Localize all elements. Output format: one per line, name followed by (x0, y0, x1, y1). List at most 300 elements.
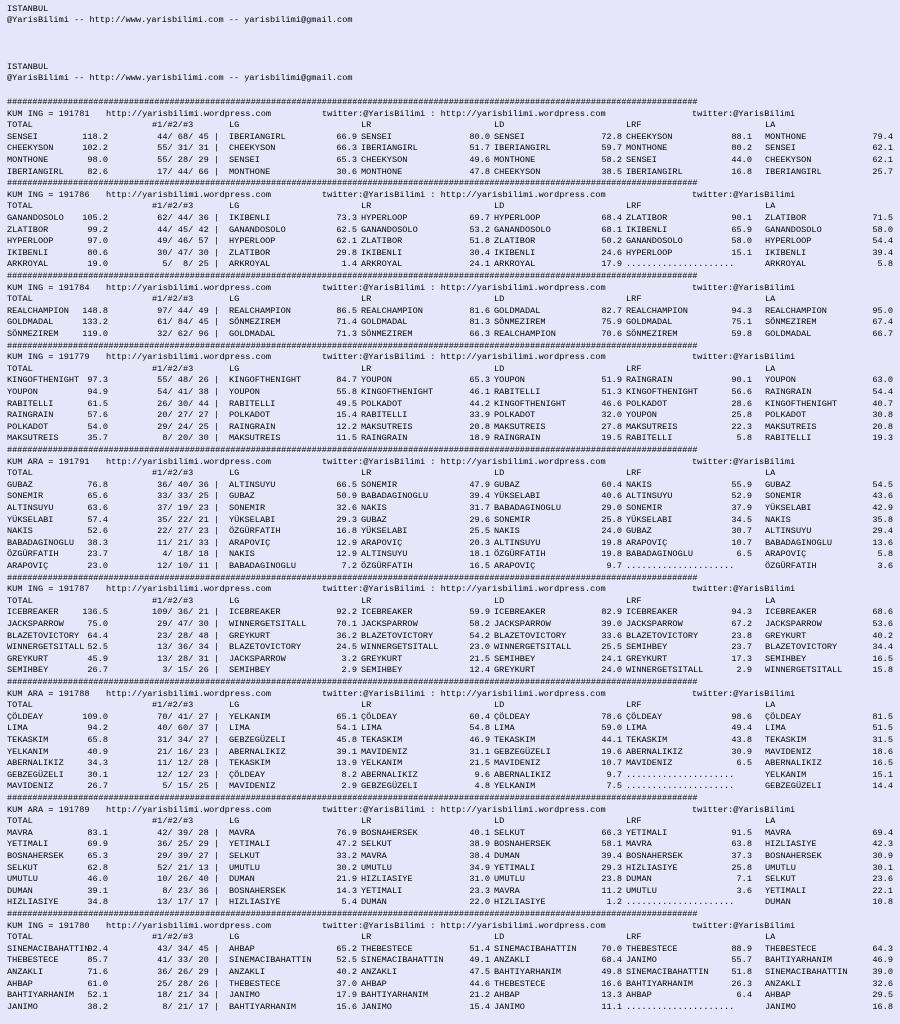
lr-name: GEBZEGÜZELI (361, 781, 418, 792)
placings: 42/ 39/ 28 | (152, 827, 220, 838)
la-value: 64.3 (872, 943, 893, 954)
lrf-value: 30.9 (731, 746, 752, 757)
la-name: SELKUT (765, 874, 796, 885)
la-value: 46.9 (872, 955, 893, 966)
total-score: 94.2 (87, 723, 108, 734)
la-name: ÖZGÜRFATIH (765, 561, 817, 571)
lg-name: JACKSPARROW (229, 653, 286, 664)
lg-name: BOSNAHERSEK (229, 885, 286, 896)
placings: 35/ 22/ 21 | (152, 514, 220, 525)
header-contact-repeat: @YarisBilimi -- http://www.yarisbilimi.com -- yarisbilimi@gmail.com (7, 73, 353, 83)
lg-name: ÖZGÜRFATIH (229, 526, 281, 537)
lg-name: ANZAKLI (229, 967, 266, 977)
horse-name: POLKADOT (7, 421, 49, 432)
table-row (0, 607, 900, 619)
total-score: 61.5 (87, 398, 108, 409)
placings: 29/ 47/ 30 | (152, 619, 220, 629)
twitter-handle: twitter:@YarisBilimi (692, 920, 796, 931)
la-value: 15.8 (872, 665, 893, 676)
col-lg: LG (229, 816, 240, 827)
placings: 61/ 84/ 45 | (152, 317, 220, 328)
col-ld: LD (494, 120, 505, 131)
lr-value: 9.6 (474, 769, 490, 780)
la-value: 54.4 (872, 236, 893, 247)
ld-name: YELKANIM (494, 781, 536, 792)
placings: 44/ 68/ 45 | (152, 131, 220, 142)
lg-name: GANANDOSOLO (229, 224, 286, 235)
la-value: 22.1 (872, 885, 893, 896)
la-value: 20.8 (872, 421, 893, 432)
ld-value: 58.2 (601, 155, 622, 165)
lg-name: JANIMO (229, 990, 260, 1001)
lrf-value: 55.7 (731, 955, 752, 966)
lg-value: 65.3 (336, 155, 357, 165)
table-row (0, 955, 900, 967)
lr-value: 30.4 (469, 247, 490, 258)
lg-value: 66.3 (336, 143, 357, 154)
lg-name: NAKIS (229, 549, 255, 560)
ld-value: 70.6 (601, 329, 622, 339)
horse-name: YÜKSELABI (7, 514, 54, 525)
lr-value: 29.6 (469, 514, 490, 525)
column-header-row (0, 932, 900, 944)
horse-name: SELKUT (7, 862, 38, 873)
horse-name: BLAZETOVICTORY (7, 630, 80, 641)
la-name: ALTINSUYU (765, 526, 812, 537)
la-name: WINNERGETSITALL (765, 665, 843, 676)
table-row (0, 387, 900, 399)
lr-value: 20.3 (469, 537, 490, 548)
lr-value: 21.2 (469, 990, 490, 1001)
lrf-value: 58.0 (731, 236, 752, 247)
lrf-value: 43.8 (731, 735, 752, 745)
lg-value: 13.9 (336, 758, 357, 769)
lrf-value: 65.9 (731, 224, 752, 235)
col-lr: LR (361, 595, 372, 606)
lr-value: 22.0 (469, 897, 490, 908)
placings: 11/ 12/ 28 | (152, 758, 220, 769)
placings: 3/ 15/ 26 | (152, 665, 220, 676)
lr-value: 81.6 (469, 305, 490, 316)
lr-name: BABADAGINOGLU (361, 491, 429, 502)
la-value: 53.6 (872, 619, 893, 629)
lr-name: YÜKSELABI (361, 526, 408, 537)
total-score: 26.7 (87, 665, 108, 676)
placings: 36/ 40/ 36 | (152, 479, 220, 490)
horse-name: YETIMALI (7, 839, 49, 850)
ld-value: 40.6 (601, 491, 622, 502)
lg-value: 70.1 (336, 619, 357, 629)
placings: 11/ 21/ 33 | (152, 537, 220, 548)
total-score: 80.6 (87, 247, 108, 258)
ld-name: POLKADOT (494, 410, 536, 421)
ld-value: 17.9 (601, 259, 622, 270)
col-ld: LD (494, 932, 505, 943)
lr-name: ABERNALIKIZ (361, 769, 418, 780)
horse-name: MAVRA (7, 827, 33, 838)
la-value: 14.4 (872, 781, 893, 792)
total-score: 34.3 (87, 758, 108, 769)
lg-value: 12.9 (336, 537, 357, 548)
header-contact: @YarisBilimi -- http://www.yarisbilimi.com -- yarisbilimi@gmail.com (7, 15, 353, 25)
ld-value: 25.8 (601, 514, 622, 525)
la-name: ARAPOVIÇ (765, 549, 807, 560)
lg-value: 2.9 (341, 781, 357, 792)
lrf-name: RAINGRAIN (626, 375, 673, 386)
lrf-value: 2.9 (736, 665, 752, 676)
lg-name: YOUPON (229, 387, 260, 397)
lr-name: YETIMALI (361, 885, 403, 896)
col-la: LA (765, 816, 776, 827)
race-title-row (0, 352, 900, 364)
placings: 29/ 24/ 25 | (152, 421, 220, 432)
lrf-name: ICEBREAKER (626, 607, 678, 618)
twitter-link: twitter:@YarisBilimi : http://yarisbilimi.wordpress.com (322, 688, 606, 699)
table-row (0, 143, 900, 155)
total-score: 109.0 (82, 711, 108, 722)
lr-value: 47.5 (469, 967, 490, 977)
ld-value: 11.1 (601, 1001, 622, 1012)
lr-value: 66.3 (469, 329, 490, 339)
lg-value: 15.4 (336, 410, 357, 421)
la-name: KINGOFTHENIGHT (765, 398, 838, 409)
ld-value: 39.0 (601, 619, 622, 629)
lr-value: 46.9 (469, 735, 490, 745)
col-lg: LG (229, 595, 240, 606)
col-ld: LD (494, 595, 505, 606)
lg-name: POLKADOT (229, 410, 271, 421)
placings: 52/ 21/ 13 | (152, 862, 220, 873)
la-value: 43.6 (872, 491, 893, 502)
la-value: 15.1 (872, 769, 893, 780)
twitter-link: twitter:@YarisBilimi : http://yarisbilimi.wordpress.com (322, 352, 606, 363)
la-name: UMUTLU (765, 862, 796, 873)
lr-name: ALTINSUYU (361, 549, 408, 560)
lg-value: 24.5 (336, 642, 357, 653)
horse-name: ZLATIBOR (7, 224, 49, 235)
la-value: 39.0 (872, 967, 893, 977)
total-score: 23.7 (87, 549, 108, 560)
lr-value: 12.4 (469, 665, 490, 676)
la-value: 25.7 (872, 166, 893, 177)
col-la: LA (765, 201, 776, 212)
lrf-name: ..................... (626, 259, 735, 270)
placings: 70/ 41/ 27 | (152, 711, 220, 722)
lg-value: 30.2 (336, 862, 357, 873)
lg-name: HIZLIASIYE (229, 897, 281, 908)
lg-name: BAHTIYARHANIM (229, 1001, 297, 1012)
lr-value: 47.9 (469, 479, 490, 490)
la-value: 10.8 (872, 897, 893, 908)
lr-name: SEMIHBEY (361, 665, 403, 676)
lrf-name: IBERIANGIRL (626, 166, 683, 177)
lrf-name: BABADAGINOGLU (626, 549, 694, 560)
placings: 22/ 27/ 23 | (152, 526, 220, 537)
lr-value: 54.2 (469, 630, 490, 641)
lg-value: 55.8 (336, 387, 357, 397)
la-name: ÇÖLDEAY (765, 711, 802, 722)
ld-name: GANANDOSOLO (494, 224, 551, 235)
lg-name: ABERNALIKIZ (229, 746, 286, 757)
lr-name: LIMA (361, 723, 382, 734)
ld-value: 27.8 (601, 421, 622, 432)
total-score: 39.1 (87, 885, 108, 896)
lrf-value: 88.1 (731, 131, 752, 142)
lr-name: MONTHONE (361, 166, 403, 177)
lr-name: ARAPOVIÇ (361, 537, 403, 548)
la-name: HIZLIASIYE (765, 839, 817, 850)
lrf-name: MAKSUTREIS (626, 421, 678, 432)
total-score: 38.3 (87, 537, 108, 548)
total-score: 52.6 (87, 526, 108, 537)
total-score: 71.6 (87, 967, 108, 977)
ld-value: 68.1 (601, 224, 622, 235)
race-title: KUM ING = 191780 (7, 920, 90, 931)
table-row (0, 874, 900, 886)
lrf-value: 28.6 (731, 398, 752, 409)
twitter-link: twitter:@YarisBilimi : http://yarisbilimi.wordpress.com (322, 584, 606, 595)
separator-line (0, 909, 900, 921)
ld-value: 9.7 (606, 769, 622, 780)
lrf-value: 90.1 (731, 213, 752, 223)
ld-value: 75.9 (601, 317, 622, 328)
ld-value: 51.9 (601, 375, 622, 386)
lr-value: 24.1 (469, 259, 490, 270)
la-value: 67.4 (872, 317, 893, 328)
column-header-row (0, 468, 900, 480)
table-row (0, 422, 900, 434)
placings: 31/ 34/ 27 | (152, 735, 220, 745)
lr-value: 23.0 (469, 642, 490, 653)
table-row (0, 1002, 900, 1014)
lrf-value: 22.3 (731, 421, 752, 432)
total-score: 46.0 (87, 874, 108, 885)
separator-line (0, 445, 900, 457)
wordpress-link: http://yarisbilimi.wordpress.com (106, 456, 272, 467)
ld-name: WINNERGETSITALL (494, 642, 572, 653)
lrf-value: 25.8 (731, 862, 752, 873)
col-total: TOTAL (7, 932, 33, 943)
ld-name: MAVIDENIZ (494, 758, 541, 769)
total-score: 38.2 (87, 1001, 108, 1012)
col-total: TOTAL (7, 468, 33, 479)
horse-name: BABADAGINOGLU (7, 537, 75, 548)
ld-name: BOSNAHERSEK (494, 839, 551, 850)
lg-value: 16.8 (336, 526, 357, 537)
la-name: AHBAP (765, 990, 791, 1001)
wordpress-link: http://yarisbilimi.wordpress.com (106, 688, 272, 699)
table-row (0, 723, 900, 735)
lg-name: ÇÖLDEAY (229, 769, 266, 780)
lg-name: MAVIDENIZ (229, 781, 276, 792)
lr-name: BLAZETOVICTORY (361, 630, 434, 641)
lrf-value: 5.8 (736, 433, 752, 444)
ld-value: 68.4 (601, 955, 622, 966)
la-name: SINEMACIBAHATTIN (765, 967, 848, 977)
lr-name: SINEMACIBAHATTIN (361, 955, 444, 966)
placings: 25/ 28/ 26 | (152, 978, 220, 989)
lg-value: 12.9 (336, 549, 357, 560)
table-row (0, 375, 900, 387)
la-name: ICEBREAKER (765, 607, 817, 618)
lr-value: 58.2 (469, 619, 490, 629)
la-value: 3.6 (877, 561, 893, 571)
la-name: ANZAKLI (765, 978, 802, 989)
wordpress-link: http://yarisbilimi.wordpress.com (106, 584, 272, 595)
table-row (0, 990, 900, 1002)
lr-value: 20.8 (469, 421, 490, 432)
lg-name: SINEMACIBAHATTIN (229, 955, 312, 966)
race-title: KUM ARA = 191791 (7, 456, 90, 467)
lrf-name: YÜKSELABI (626, 514, 673, 525)
table-row (0, 897, 900, 909)
lrf-name: ..................... (626, 781, 735, 792)
lg-name: KINGOFTHENIGHT (229, 375, 302, 386)
lg-name: YÜKSELABI (229, 514, 276, 525)
lg-name: SENSEI (229, 155, 260, 165)
ld-value: 13.3 (601, 990, 622, 1001)
la-name: YELKANIM (765, 769, 807, 780)
ld-name: YÜKSELABI (494, 491, 541, 502)
lg-name: SELKUT (229, 851, 260, 861)
ld-name: ANZAKLI (494, 955, 531, 966)
horse-name: YOUPON (7, 387, 38, 397)
ld-name: JANIMO (494, 1001, 525, 1012)
lg-value: 17.9 (336, 990, 357, 1001)
lrf-name: GUBAZ (626, 526, 652, 537)
lg-value: 33.2 (336, 851, 357, 861)
twitter-handle: twitter:@YarisBilimi (692, 352, 796, 363)
lg-value: 62.1 (336, 236, 357, 247)
la-name: JACKSPARROW (765, 619, 822, 629)
la-name: ARKROYAL (765, 259, 807, 270)
table-row (0, 317, 900, 329)
col-lrf: LRF (626, 816, 642, 827)
lg-value: 5.4 (341, 897, 357, 908)
column-header-row (0, 364, 900, 376)
horse-name: ÇÖLDEAY (7, 711, 44, 722)
la-name: GANANDOSOLO (765, 224, 822, 235)
separator-line (0, 793, 900, 805)
lrf-value: 26.3 (731, 978, 752, 989)
ld-name: ÇÖLDEAY (494, 711, 531, 722)
horse-name: BAHTIYARHANIM (7, 990, 75, 1001)
lrf-value: 59.8 (731, 329, 752, 339)
table-row (0, 538, 900, 550)
ld-name: REALCHAMPION (494, 329, 556, 339)
ld-name: RAINGRAIN (494, 433, 541, 444)
lr-value: 18.9 (469, 433, 490, 444)
col-lrf: LRF (626, 120, 642, 131)
table-row (0, 561, 900, 573)
placings: 8/ 21/ 17 | (152, 1001, 220, 1012)
twitter-link: twitter:@YarisBilimi : http://yarisbilimi.wordpress.com (322, 456, 606, 467)
la-value: 16.5 (872, 653, 893, 664)
lrf-value: 23.8 (731, 630, 752, 641)
lrf-value: 49.4 (731, 723, 752, 734)
la-value: 39.4 (872, 247, 893, 258)
lr-name: GOLDMADAL (361, 317, 408, 328)
table-row (0, 631, 900, 643)
la-value: 29.5 (872, 990, 893, 1001)
col-ld: LD (494, 201, 505, 212)
lrf-value: 75.1 (731, 317, 752, 328)
placings: 29/ 39/ 27 | (152, 851, 220, 861)
total-score: 54.0 (87, 421, 108, 432)
placings: 10/ 26/ 40 | (152, 874, 220, 885)
race-title-row (0, 190, 900, 202)
horse-name: REALCHAMPION (7, 305, 69, 316)
col-lr: LR (361, 294, 372, 305)
lrf-name: BOSNAHERSEK (626, 851, 683, 861)
horse-name: NAKIS (7, 526, 33, 537)
col-lr: LR (361, 816, 372, 827)
ld-value: 59.0 (601, 723, 622, 734)
twitter-link: twitter:@YarisBilimi : http://yarisbilimi.wordpress.com (322, 804, 606, 815)
separator-line (0, 341, 900, 353)
table-row (0, 225, 900, 237)
lr-value: 60.4 (469, 711, 490, 722)
placings: 55/ 48/ 26 | (152, 375, 220, 386)
lg-value: 2.9 (341, 665, 357, 676)
horse-name: DUMAN (7, 885, 33, 896)
placings: 37/ 19/ 23 | (152, 503, 220, 513)
col-total: TOTAL (7, 816, 33, 827)
col-lrf: LRF (626, 932, 642, 943)
la-name: SEMIHBEY (765, 653, 807, 664)
horse-name: IKIBENLI (7, 247, 49, 258)
col-lrf: LRF (626, 363, 642, 374)
lg-value: 36.2 (336, 630, 357, 641)
lrf-name: HIZLIASIYE (626, 862, 678, 873)
table-row (0, 491, 900, 503)
lg-name: YELKANIM (229, 711, 271, 722)
total-score: 65.6 (87, 491, 108, 502)
col-la: LA (765, 595, 776, 606)
ld-value: 19.5 (601, 433, 622, 444)
lg-name: YETIMALI (229, 839, 271, 850)
lrf-value: 63.8 (731, 839, 752, 850)
lr-name: GANANDOSOLO (361, 224, 418, 235)
total-score: 65.3 (87, 851, 108, 861)
lg-value: 71.3 (336, 329, 357, 339)
separator-line (0, 677, 900, 689)
total-score: 98.0 (87, 155, 108, 165)
total-score: 65.8 (87, 735, 108, 745)
total-score: 75.0 (87, 619, 108, 629)
lr-value: 53.2 (469, 224, 490, 235)
lr-value: 16.5 (469, 561, 490, 571)
horse-name: JACKSPARROW (7, 619, 64, 629)
ld-value: 19.8 (601, 537, 622, 548)
race-title: KUM ING = 191784 (7, 282, 90, 293)
lrf-value: 80.2 (731, 143, 752, 154)
lr-name: KINGOFTHENIGHT (361, 387, 434, 397)
lg-value: 29.8 (336, 247, 357, 258)
lrf-name: GOLDMADAL (626, 317, 673, 328)
race-title-row (0, 689, 900, 701)
total-score: 136.5 (82, 607, 108, 618)
lr-name: ÇÖLDEAY (361, 711, 398, 722)
table-row (0, 828, 900, 840)
horse-name: WINNERGETSITALL (7, 642, 85, 653)
total-score: 97.3 (87, 375, 108, 386)
col-lrf: LRF (626, 294, 642, 305)
twitter-link: twitter:@YarisBilimi : http://yarisbilimi.wordpress.com (322, 108, 606, 119)
horse-name: GUBAZ (7, 479, 33, 490)
lg-name: RABITELLI (229, 398, 276, 409)
la-value: 62.1 (872, 155, 893, 165)
